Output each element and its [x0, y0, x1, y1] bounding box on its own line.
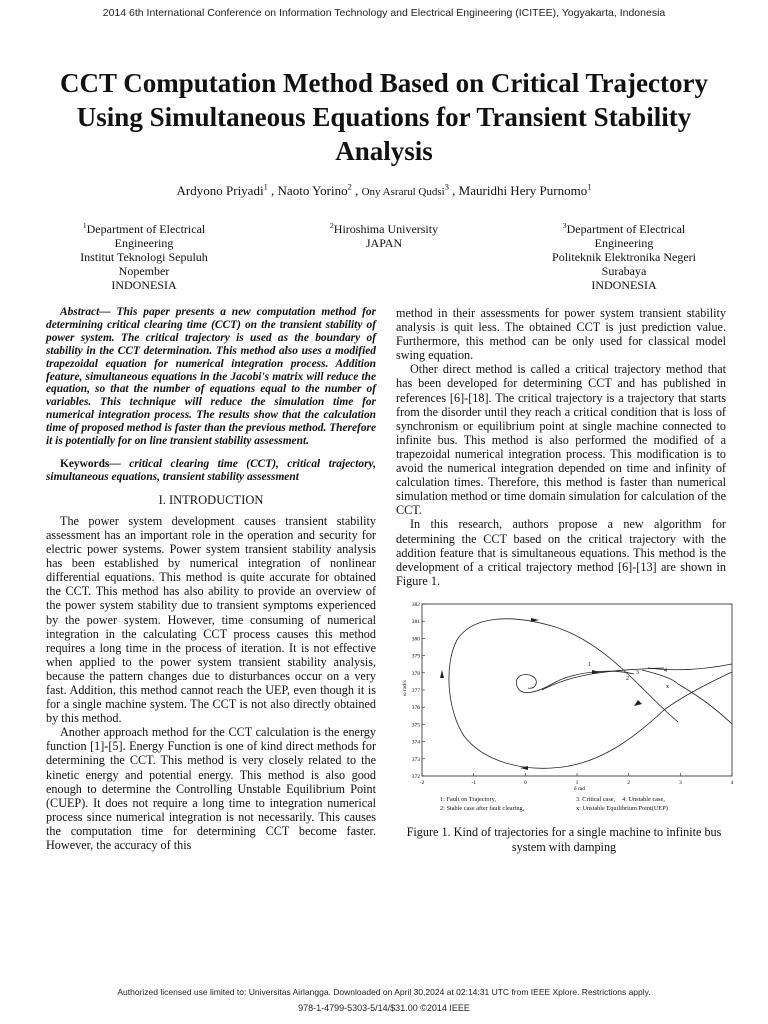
x-axis-label: δ rad [574, 786, 585, 792]
x-tick-label: 0 [523, 780, 527, 786]
legend-item: 3. Critical case, [576, 796, 616, 803]
section-heading: I. INTRODUCTION [158, 492, 264, 507]
x-tick-label: 4 [730, 780, 734, 786]
paragraph: Other direct method is called a critical trajectory method that has been developed for determining CCT and has published in references [6]-[18]. The critical trajectory is a trajectory that starts from the disorder until they reach a critical condition that is loss of synchronism or equilibrium point at single machine connected to infinite bus. This method is also performed the modified of a trapezoidal numerical integration process. This modification is to avoid the numerical integration depended on time and infinity of calculation times. Therefore, this method is faster than numerical simulation method or time domain simulation for calculation of the CCT. [396, 362, 726, 518]
y-tick-label: 377 [411, 688, 420, 694]
paragraph: method in their assessments for power system transient stability analysis is quit less. The obtained CCT is just prediction value. Furthermore, this method can be only used for classical model swing equation. [396, 306, 726, 363]
author-name: Naoto Yorino [277, 183, 348, 198]
abstract [46, 306, 376, 448]
affiliation-line: Nopember [118, 264, 170, 278]
x-tick-label: 1 [575, 780, 579, 786]
arrow-up [440, 670, 444, 678]
legend-item: 1: Fault on Trajectory, [440, 796, 496, 803]
affiliation-line: INDONESIA [111, 278, 177, 292]
curve-labels [588, 662, 669, 690]
legend-item: x: Unstable Equilibrium Point(UEP) [576, 805, 668, 812]
lower-separatrix-curve [678, 684, 732, 724]
abstract-label: Abstract— [60, 306, 111, 318]
author-separator: , [355, 183, 362, 198]
affiliation-mark: 3 [562, 221, 567, 230]
paper-title: CCT Computation Method Based on Critical Trajectory Using Simultaneous Equations for Transient Stability Analysis [60, 68, 708, 166]
affiliation-line: JAPAN [365, 236, 403, 250]
trajectory-figure [402, 598, 736, 818]
paragraph: Another approach method for the CCT calculation is the energy function [1]-[5]. Energy Function is one of kind direct methods for determining the CCT. This method is very closely related to the kinetic energy and potential energy. This method is also good enough to determine the Controlling Unstable Equilibrium Point (CUEP). It does not require a long time to integration numerical process since numerical integration is not necessarily. This causes the computation time for determining CCT become faster. However, the accuracy of this [46, 725, 376, 853]
license-notice: Authorized licensed use limited to: Universitas Airlangga. Downloaded on April 30,2024 at 02:14:31 UTC from IEEE Xplore. Restrictions apply. [117, 987, 651, 997]
y-axis-label: ω rad/s [402, 680, 408, 696]
arrow-lower [634, 700, 642, 706]
affiliation-line: Politeknik Elektronika Negeri [552, 250, 696, 264]
isbn-notice: 978-1-4799-5303-5/14/$31.00 ©2014 IEEE [298, 1003, 470, 1013]
author-list [0, 183, 768, 199]
paragraph: In this research, authors propose a new algorithm for determining the CCT based on the critical trajectory with the addition feature that is simultaneous equations. This method is the development of a critical trajectory method [6]-[13] are shown in Figure 1. [396, 517, 726, 588]
abstract-text: This paper presents a new computation method for determining critical clearing time (CCT) on the transient stability of power system. The critical trajectory is used as the boundary of stability in the CCT determination. This method also uses a modified trapezoidal equation for numerical integration process. Addition feature, simultaneous equations in the Jacobi's matrix will reduce the equation, so that the number of equations equal to the number of variables. This technique will reduce the simulation time for numerical integration process. The results show that the calculation time of proposed method is faster than the previous method. Therefore it is potentially for on line transient stability assessment. [46, 306, 377, 448]
arrow-right [531, 618, 539, 622]
affiliation-1 [44, 222, 244, 292]
legend-item: 2: Stable case after fault clearing, [440, 805, 525, 812]
author-mark: 1 [587, 181, 592, 192]
y-tick-label: 382 [411, 602, 420, 608]
y-tick-label: 379 [411, 653, 420, 660]
author-mark: 3 [444, 181, 449, 192]
y-tick-label: 380 [411, 636, 420, 643]
trajectory-curves [449, 619, 732, 768]
stable-case-spiral [516, 671, 634, 692]
y-tick-label: 376 [411, 705, 420, 712]
y-tick-label: 372 [411, 774, 420, 780]
affiliation-line [524, 222, 724, 236]
x-tick-label: 3 [678, 780, 682, 786]
affiliation-line: Engineering [594, 236, 654, 250]
affiliation-line: Institut Teknologi Sepuluh [80, 250, 208, 264]
curve-label-4: 4 [664, 668, 667, 674]
author-separator: , [271, 183, 278, 198]
critical-case-curve [642, 670, 678, 684]
curve-label-2: 2 [626, 676, 629, 682]
x-tick-label: -1 [471, 780, 476, 786]
affiliation-line: INDONESIA [591, 278, 657, 292]
figure-caption: Figure 1. Kind of trajectories for a single machine to infinite bus system with damping [406, 825, 722, 854]
right-column [396, 306, 726, 588]
author-mark: 1 [263, 181, 268, 192]
y-tick-label: 373 [411, 756, 420, 763]
uep-label: x [666, 684, 669, 690]
affiliation-line: Engineering [114, 236, 174, 250]
affiliation-text: Hiroshima University [333, 222, 439, 236]
plot-frame [422, 604, 732, 776]
y-tick-label: 378 [411, 670, 420, 677]
y-tick-label: 375 [411, 722, 420, 729]
unstable-case-curve [648, 664, 732, 670]
legend-item: 4: Unstable case, [622, 796, 665, 803]
direction-arrows [440, 618, 642, 770]
curve-label-1: 1 [588, 662, 591, 668]
x-tick-label: 2 [627, 780, 631, 786]
y-tick-label: 381 [411, 619, 420, 626]
x-tick-label: -2 [419, 780, 425, 786]
outer-separatrix-curve [449, 619, 732, 768]
x-tick-labels [420, 773, 734, 786]
y-tick-label: 374 [411, 739, 420, 746]
affiliation-line [284, 222, 484, 236]
affiliation-text: Department of Electrical [86, 222, 206, 236]
affiliation-line: Surabaya [601, 264, 647, 278]
affiliation-text: Department of Electrical [566, 222, 686, 236]
keywords-text: critical clearing time (CCT), critical trajectory, simultaneous equations, transient stability assessment [46, 457, 376, 483]
author-mark: 2 [347, 181, 352, 192]
author-name: Mauridhi Hery Purnomo [458, 183, 588, 198]
affiliation-line [44, 222, 244, 236]
affiliation-mark: 1 [82, 221, 87, 230]
keywords-label: Keywords— [60, 457, 121, 470]
left-column [46, 306, 376, 852]
author-name: Ony Asrarul Qudsi [361, 186, 445, 198]
conference-header: 2014 6th International Conference on Information Technology and Electrical Engineering (ICITEE), Yogyakarta, Indonesia [102, 7, 666, 19]
keywords [46, 458, 376, 484]
affiliation-3 [524, 222, 724, 292]
affiliation-2 [284, 222, 484, 250]
paragraph: The power system development causes transient stability assessment has an important role in the operation and security for electric power systems. Power system transient stability analysis has been established by numerical integration of nonlinear differential equations. This method is quite accurate for obtained the CCT. This method has also ability to provide an overview of the power system stability due to transient symptoms experienced by the power system. However, time consuming of numerical integration in the calculating CCT process causes this method requires a long time in the process of iteration. It is not effective when applied to the power system transient stability analysis, because the pattern changes due to disturbances occur on a very fast. Addition, this method cannot reach the UEP, even though it is for a single machine system. The CCT is not also directly obtained by this method. [46, 513, 376, 726]
curve-label-3: 3 [636, 670, 639, 676]
y-tick-labels [412, 602, 425, 780]
figure-legend [440, 796, 668, 812]
affiliation-mark: 2 [329, 221, 334, 230]
author-separator: , [452, 183, 459, 198]
author-name: Ardyono Priyadi [176, 183, 264, 198]
